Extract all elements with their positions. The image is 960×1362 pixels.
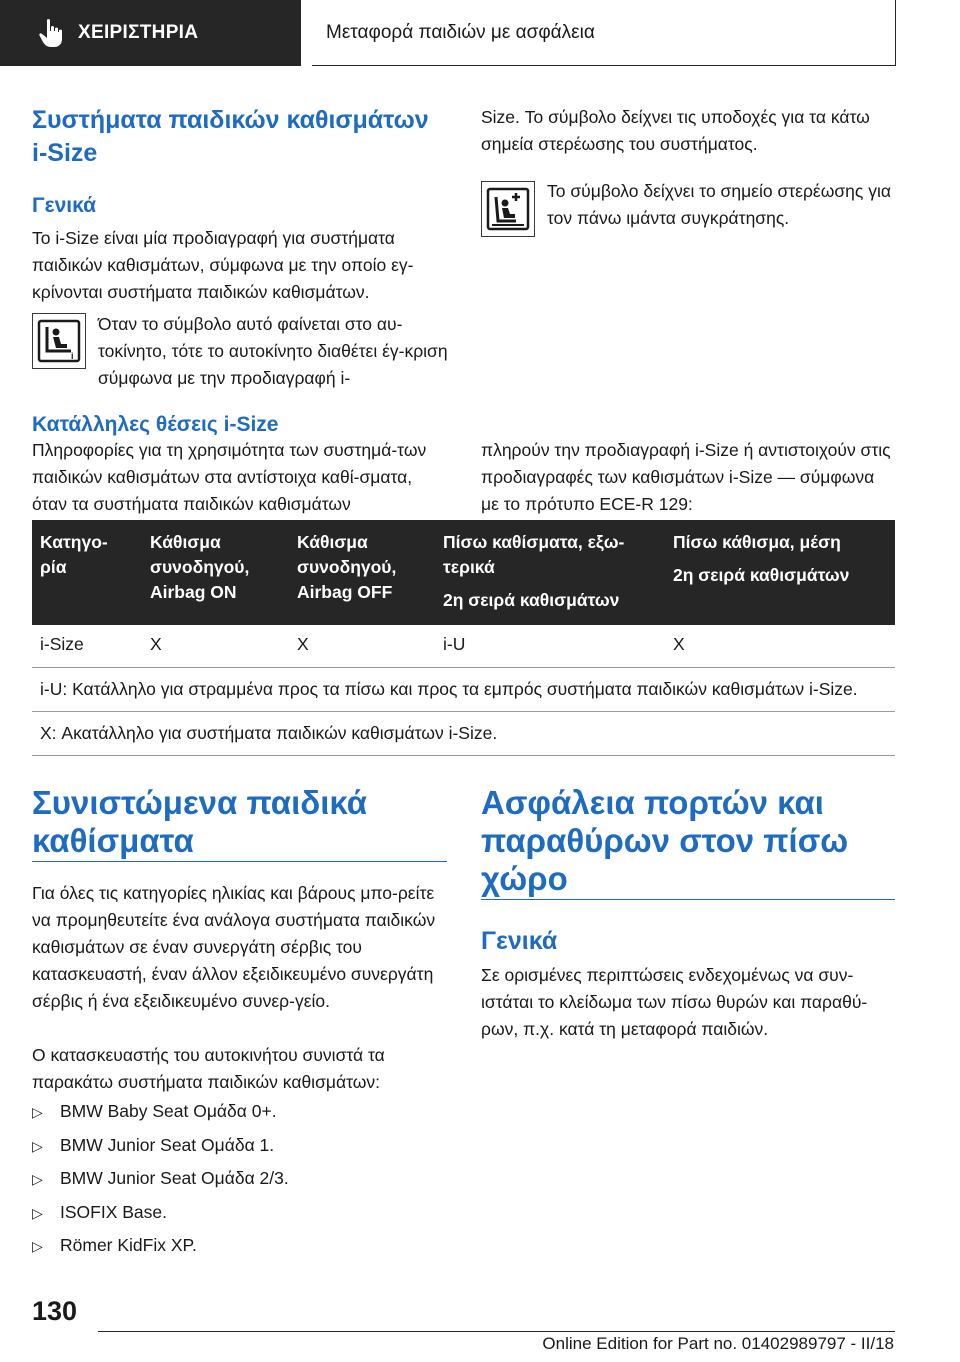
table-cell: X	[142, 625, 289, 667]
door-safety-title: Ασφάλεια πορτών και παραθύρων στον πίσω χώρο	[481, 784, 849, 897]
list-item: ▷ ISOFIX Base.	[32, 1199, 450, 1227]
recommended-title: Συνιστώμενα παιδικά καθίσματα	[32, 784, 368, 859]
table-note-x: X: Ακατάλληλο για συστήματα παιδικών καθισμάτων i-Size.	[32, 711, 895, 755]
isize-title: Συστήματα παιδικών καθισμάτων i-Size	[32, 106, 429, 167]
recommended-list	[32, 1098, 450, 1266]
positions-paragraph-left: Πληροφορίες για τη χρησιμότητα των συστημά-των παιδικών καθισμάτων στα αντίστοιχα καθί-σματα, όταν τα συστήματα παιδικών καθισμάτων	[32, 440, 427, 514]
table-note-row	[32, 667, 895, 711]
table-header-cell: Κάθισμα συνοδηγού, Airbag ON	[142, 520, 289, 625]
isize-section	[32, 104, 446, 306]
positions-paragraph-right: πληρούν την προδιαγραφή i-Size ή αντιστοιχούν στις προδιαγραφές των καθισμάτων i-Size — σύμφωνα με το πρότυπο ECE-R 129:	[481, 440, 891, 514]
chapter-title: Μεταφορά παιδιών με ασφάλεια	[326, 21, 595, 43]
table-header-cell: Πίσω καθίσματα, εξω-τερικά 2η σειρά καθισμάτων	[435, 520, 665, 625]
list-item: ▷ BMW Junior Seat Ομάδα 1.	[32, 1132, 450, 1160]
table-note-row	[32, 711, 895, 755]
isize-continued-paragraph: Size. Το σύμβολο δείχνει τις υποδοχές για τα κάτω σημεία στερέωσης του συστήματος.	[481, 107, 870, 154]
isize-symbol-icon	[32, 313, 86, 369]
table-row	[32, 625, 895, 667]
recommended-divider	[32, 861, 447, 862]
table-cell: X	[289, 625, 435, 667]
triangle-bullet-icon: ▷	[32, 1104, 43, 1120]
chapter-tab	[312, 0, 896, 66]
footer-divider	[98, 1331, 895, 1332]
isize-symbol-text: Όταν το σύμβολο αυτό φαίνεται στο αυ-τοκίνητο, τότε το αυτοκίνητο διαθέτει έγ-κριση σύμφωνα με την προδιαγραφή i-	[98, 314, 448, 388]
page-number: 130	[32, 1296, 78, 1326]
isize-paragraph: Το i-Size είναι μία προδιαγραφή για συστήματα παιδικών καθισμάτων, σύμφωνα με την οποίο εγ-κρίνονται συστήματα παιδικών καθισμάτων.	[32, 228, 414, 302]
page-header	[0, 0, 960, 66]
top-tether-symbol-text: Το σύμβολο δείχνει το σημείο στερέωσης για τον πάνω ιμάντα συγκράτησης.	[547, 181, 891, 228]
recommended-paragraph-2: Ο κατασκευαστής του αυτοκινήτου συνιστά τα παρακάτω συστήματα παιδικών καθισμάτων:	[32, 1045, 385, 1092]
positions-heading: Κατάλληλες θέσεις i-Size	[32, 413, 279, 436]
recommended-paragraph-1: Για όλες τις κατηγορίες ηλικίας και βάρους μπο-ρείτε να προμηθευτείτε ένα ανάλογα συστήματα παιδικών καθισμάτων σε έναν συνεργάτη σέρβις του κατασκευαστή, έναν άλλον εξειδικευμένο συνεργάτη σέρβις ή ένα εξειδικευμένο συνερ-γείο.	[32, 883, 436, 1011]
triangle-bullet-icon: ▷	[32, 1171, 43, 1187]
table-header-row	[32, 520, 895, 625]
door-safety-subtitle: Γενικά	[481, 927, 558, 955]
isize-subtitle: Γενικά	[32, 194, 97, 217]
triangle-bullet-icon: ▷	[32, 1204, 43, 1221]
section-tab	[0, 0, 300, 66]
footer-edition: Online Edition for Part no. 01402989797 - II/18	[542, 1334, 894, 1353]
door-safety-paragraph: Σε ορισμένες περιπτώσεις ενδεχομένως να συν-ιστάται το κλείδωμα των πίσω θυρών και παραθύ-ρων, π.χ. κατά τη μεταφορά παιδιών.	[481, 965, 868, 1039]
table-header-cell: Πίσω κάθισμα, μέση 2η σειρά καθισμάτων	[665, 520, 895, 625]
list-item: ▷ BMW Baby Seat Ομάδα 0+.	[32, 1098, 450, 1126]
list-item: ▷ BMW Junior Seat Ομάδα 2/3.	[32, 1165, 450, 1193]
table-note-iu: i-U: Κατάλληλο για στραμμένα προς τα πίσω και προς τα εμπρός συστήματα παιδικών καθισμάτων i-Size.	[32, 667, 895, 711]
triangle-bullet-icon: ▷	[32, 1238, 43, 1254]
table-header-cell: Κάθισμα συνοδηγού, Airbag OFF	[289, 520, 435, 625]
triangle-bullet-icon: ▷	[32, 1137, 43, 1154]
table-cell: X	[665, 625, 895, 667]
table-header-cell: Κατηγο-ρία	[32, 520, 142, 625]
door-safety-divider	[481, 899, 895, 900]
table-cell: i-Size	[32, 625, 142, 667]
table-cell: i-U	[435, 625, 665, 667]
section-title: ΧΕΙΡΙΣΤΗΡΙΑ	[78, 22, 199, 43]
top-tether-symbol-icon	[481, 181, 535, 237]
list-item: ▷ Römer KidFix XP.	[32, 1232, 450, 1260]
svg-text:i: i	[71, 351, 74, 361]
pointing-hand-icon	[38, 18, 64, 48]
isize-positions-table	[32, 520, 895, 756]
